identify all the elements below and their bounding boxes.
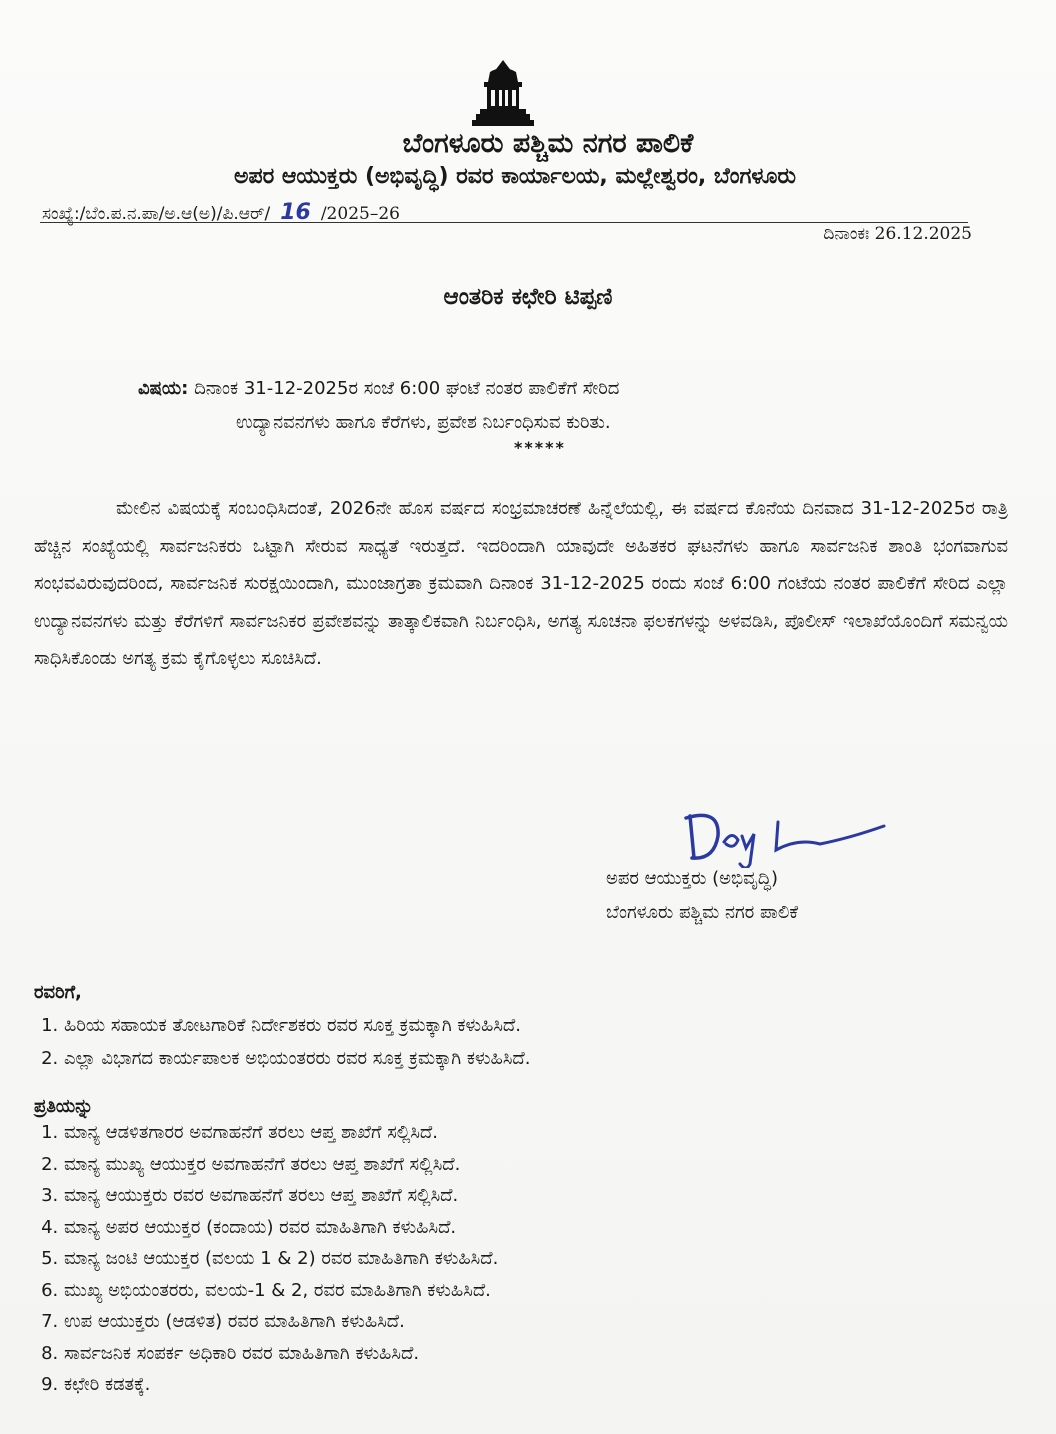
list-item: 1. ಹಿರಿಯ ಸಹಾಯಕ ತೋಟಗಾರಿಕೆ ನಿರ್ದೇಶಕರು ರವರ ಸೂಕ್ತ ಕ್ರಮಕ್ಕಾಗಿ ಕಳುಹಿಸಿದೆ. [64,1009,1034,1042]
org-name: ಬೆಂಗಳೂರು ಪಶ್ಚಿಮ ನಗರ ಪಾಲಿಕೆ [402,128,694,159]
list-item: 2. ಮಾನ್ಯ ಮುಖ್ಯ ಆಯುಕ್ತರ ಅವಗಾಹನೆಗೆ ತರಲು ಆಪ್ತ ಶಾಖೆಗೆ ಸಲ್ಲಿಸಿದೆ. [64,1149,1034,1181]
copies-header: ಪ್ರತಿಯನ್ನು [34,1096,94,1117]
list-item: 6. ಮುಖ್ಯ ಅಭಿಯಂತರರು, ವಲಯ-1 & 2, ರವರ ಮಾಹಿತಿಗಾಗಿ ಕಳುಹಿಸಿದೆ. [64,1275,1034,1307]
subject-line-1: ದಿನಾಂಕ 31-12-2025ರ ಸಂಜೆ 6:00 ಘಂಟೆ ನಂತರ ಪಾಲಿಕೆಗೆ ಸೇರಿದ [194,378,620,399]
recipients-section [34,982,1034,1075]
office-name: ಅಪರ ಆಯುಕ್ತರು (ಅಭಿವೃದ್ಧಿ) ರವರ ಕಾರ್ಯಾಲಯ, ಮಲ್ಲೇಶ್ವರಂ, ಬೆಂಗಳೂರು [233,164,797,189]
body-paragraph: ಮೇಲಿನ ವಿಷಯಕ್ಕೆ ಸಂಬಂಧಿಸಿದಂತೆ, 2026ನೇ ಹೊಸ ವರ್ಷದ ಸಂಭ್ರಮಾಚರಣೆ ಹಿನ್ನೆಲೆಯಲ್ಲಿ, ಈ ವರ್ಷದ ಕೊನೆಯ ದಿನವಾದ 31-12-2025ರ ರಾತ್ರಿ ಹೆಚ್ಚಿನ ಸಂಖ್ಯೆಯಲ್ಲಿ ಸಾರ್ವಜನಿಕರು ಒಟ್ಟಾಗಿ ಸೇರುವ ಸಾಧ್ಯತೆ ಇರುತ್ತದೆ. ಇದರಿಂದಾಗಿ ಯಾವುದೇ ಅಹಿತಕರ ಘಟನೆಗಳು ಹಾಗೂ ಸಾರ್ವಜನಿಕ ಶಾಂತಿ ಭಂಗವಾಗುವ ಸಂಭವವಿರುವುದರಿಂದ, ಸಾರ್ವಜನಿಕ ಸುರಕ್ಷಯಿಂದಾಗಿ, ಮುಂಜಾಗ್ರತಾ ಕ್ರಮವಾಗಿ ದಿನಾಂಕ 31-12-2025 ರಂದು ಸಂಜೆ 6:00 ಗಂಟೆಯ ನಂತರ ಪಾಲಿಕೆಗೆ ಸೇರಿದ ಎಲ್ಲಾ ಉದ್ಯಾನವನಗಳು ಮತ್ತು ಕೆರೆಗಳಿಗೆ ಸಾರ್ವಜನಿಕರ ಪ್ರವೇಶವನ್ನು ತಾತ್ಕಾಲಿಕವಾಗಿ ನಿರ್ಬಂಧಿಸಿ, ಅಗತ್ಯ ಸೂಚನಾ ಫಲಕಗಳನ್ನು ಅಳವಡಿಸಿ, ಪೊಲೀಸ್ ಇಲಾಖೆಯೊಂದಿಗೆ ಸಮನ್ವಯ ಸಾಧಿಸಿಕೊಂಡು ಅಗತ್ಯ ಕ್ರಮ ಕೈಗೊಳ್ಳಲು ಸೂಚಿಸಿದೆ. [34,498,1008,669]
list-item: 9. ಕಛೇರಿ ಕಡತಕ್ಕೆ. [64,1369,1034,1401]
recipients-list [34,1009,1034,1075]
subject-line-2: ಉದ್ಯಾನವನಗಳು ಹಾಗೂ ಕೆರೆಗಳು, ಪ್ರವೇಶ ನಿರ್ಬಂಧಿಸುವ ಕುರಿತು. [236,412,611,433]
handwritten-ref-number: 16 [280,200,311,225]
list-item: 8. ಸಾರ್ವಜನಿಕ ಸಂಪರ್ಕ ಅಧಿಕಾರಿ ರವರ ಮಾಹಿತಿಗಾಗಿ ಕಳುಹಿಸಿದೆ. [64,1338,1034,1370]
list-item: 4. ಮಾನ್ಯ ಅಪರ ಆಯುಕ್ತರ (ಕಂದಾಯ) ರವರ ಮಾಹಿತಿಗಾಗಿ ಕಳುಹಿಸಿದೆ. [64,1212,1034,1244]
reference-year: /2025–26 [320,204,400,224]
list-item: 1. ಮಾನ್ಯ ಆಡಳಿತಗಾರರ ಅವಗಾಹನೆಗೆ ತರಲು ಆಪ್ತ ಶಾಖೆಗೆ ಸಲ್ಲಿಸಿದೆ. [64,1117,1034,1149]
signature-block [606,862,798,930]
header-divider [40,222,968,223]
subject-label: ವಿಷಯ: [138,378,189,399]
list-item: 3. ಮಾನ್ಯ ಆಯುಕ್ತರು ರವರ ಅವಗಾಹನೆಗೆ ತರಲು ಆಪ್ತ ಶಾಖೆಗೆ ಸಲ್ಲಿಸಿದೆ. [64,1180,1034,1212]
separator-stars: ***** [514,438,566,457]
document-date: ದಿನಾಂಕಃ 26.12.2025 [823,224,972,244]
list-item: 5. ಮಾನ್ಯ ಜಂಟಿ ಆಯುಕ್ತರ (ವಲಯ 1 & 2) ರವರ ಮಾಹಿತಿಗಾಗಿ ಕಳುಹಿಸಿದೆ. [64,1243,1034,1275]
emblem-icon [470,58,536,128]
signature-icon [680,808,890,868]
reference-prefix: ಸಂಖ್ಯೆ:/ಬೆಂ.ಪ.ನ.ಪಾ/ಅ.ಆ(ಅ)/ಪಿ.ಆರ್/ [42,204,271,224]
recipients-header: ರವರಿಗೆ, [34,982,82,1003]
list-item: 2. ಎಲ್ಲಾ ವಿಭಾಗದ ಕಾರ್ಯಪಾಲಕ ಅಭಿಯಂತರರು ರವರ ಸೂಕ್ತ ಕ್ರಮಕ್ಕಾಗಿ ಕಳುಹಿಸಿದೆ. [64,1042,1034,1075]
copies-list [34,1117,1034,1401]
document-title: ಆಂತರಿಕ ಕಛೇರಿ ಟಿಪ್ಪಣಿ [443,284,613,310]
copies-section [34,1096,1034,1401]
list-item: 7. ಉಪ ಆಯುಕ್ತರು (ಆಡಳಿತ) ರವರ ಮಾಹಿತಿಗಾಗಿ ಕಳುಹಿಸಿದೆ. [64,1306,1034,1338]
signatory-org: ಬೆಂಗಳೂರು ಪಶ್ಚಿಮ ನಗರ ಪಾಲಿಕೆ [606,902,799,923]
signatory-designation: ಅಪರ ಆಯುಕ್ತರು (ಅಭಿವೃದ್ಧಿ) [606,868,779,889]
subject-block [138,372,928,440]
